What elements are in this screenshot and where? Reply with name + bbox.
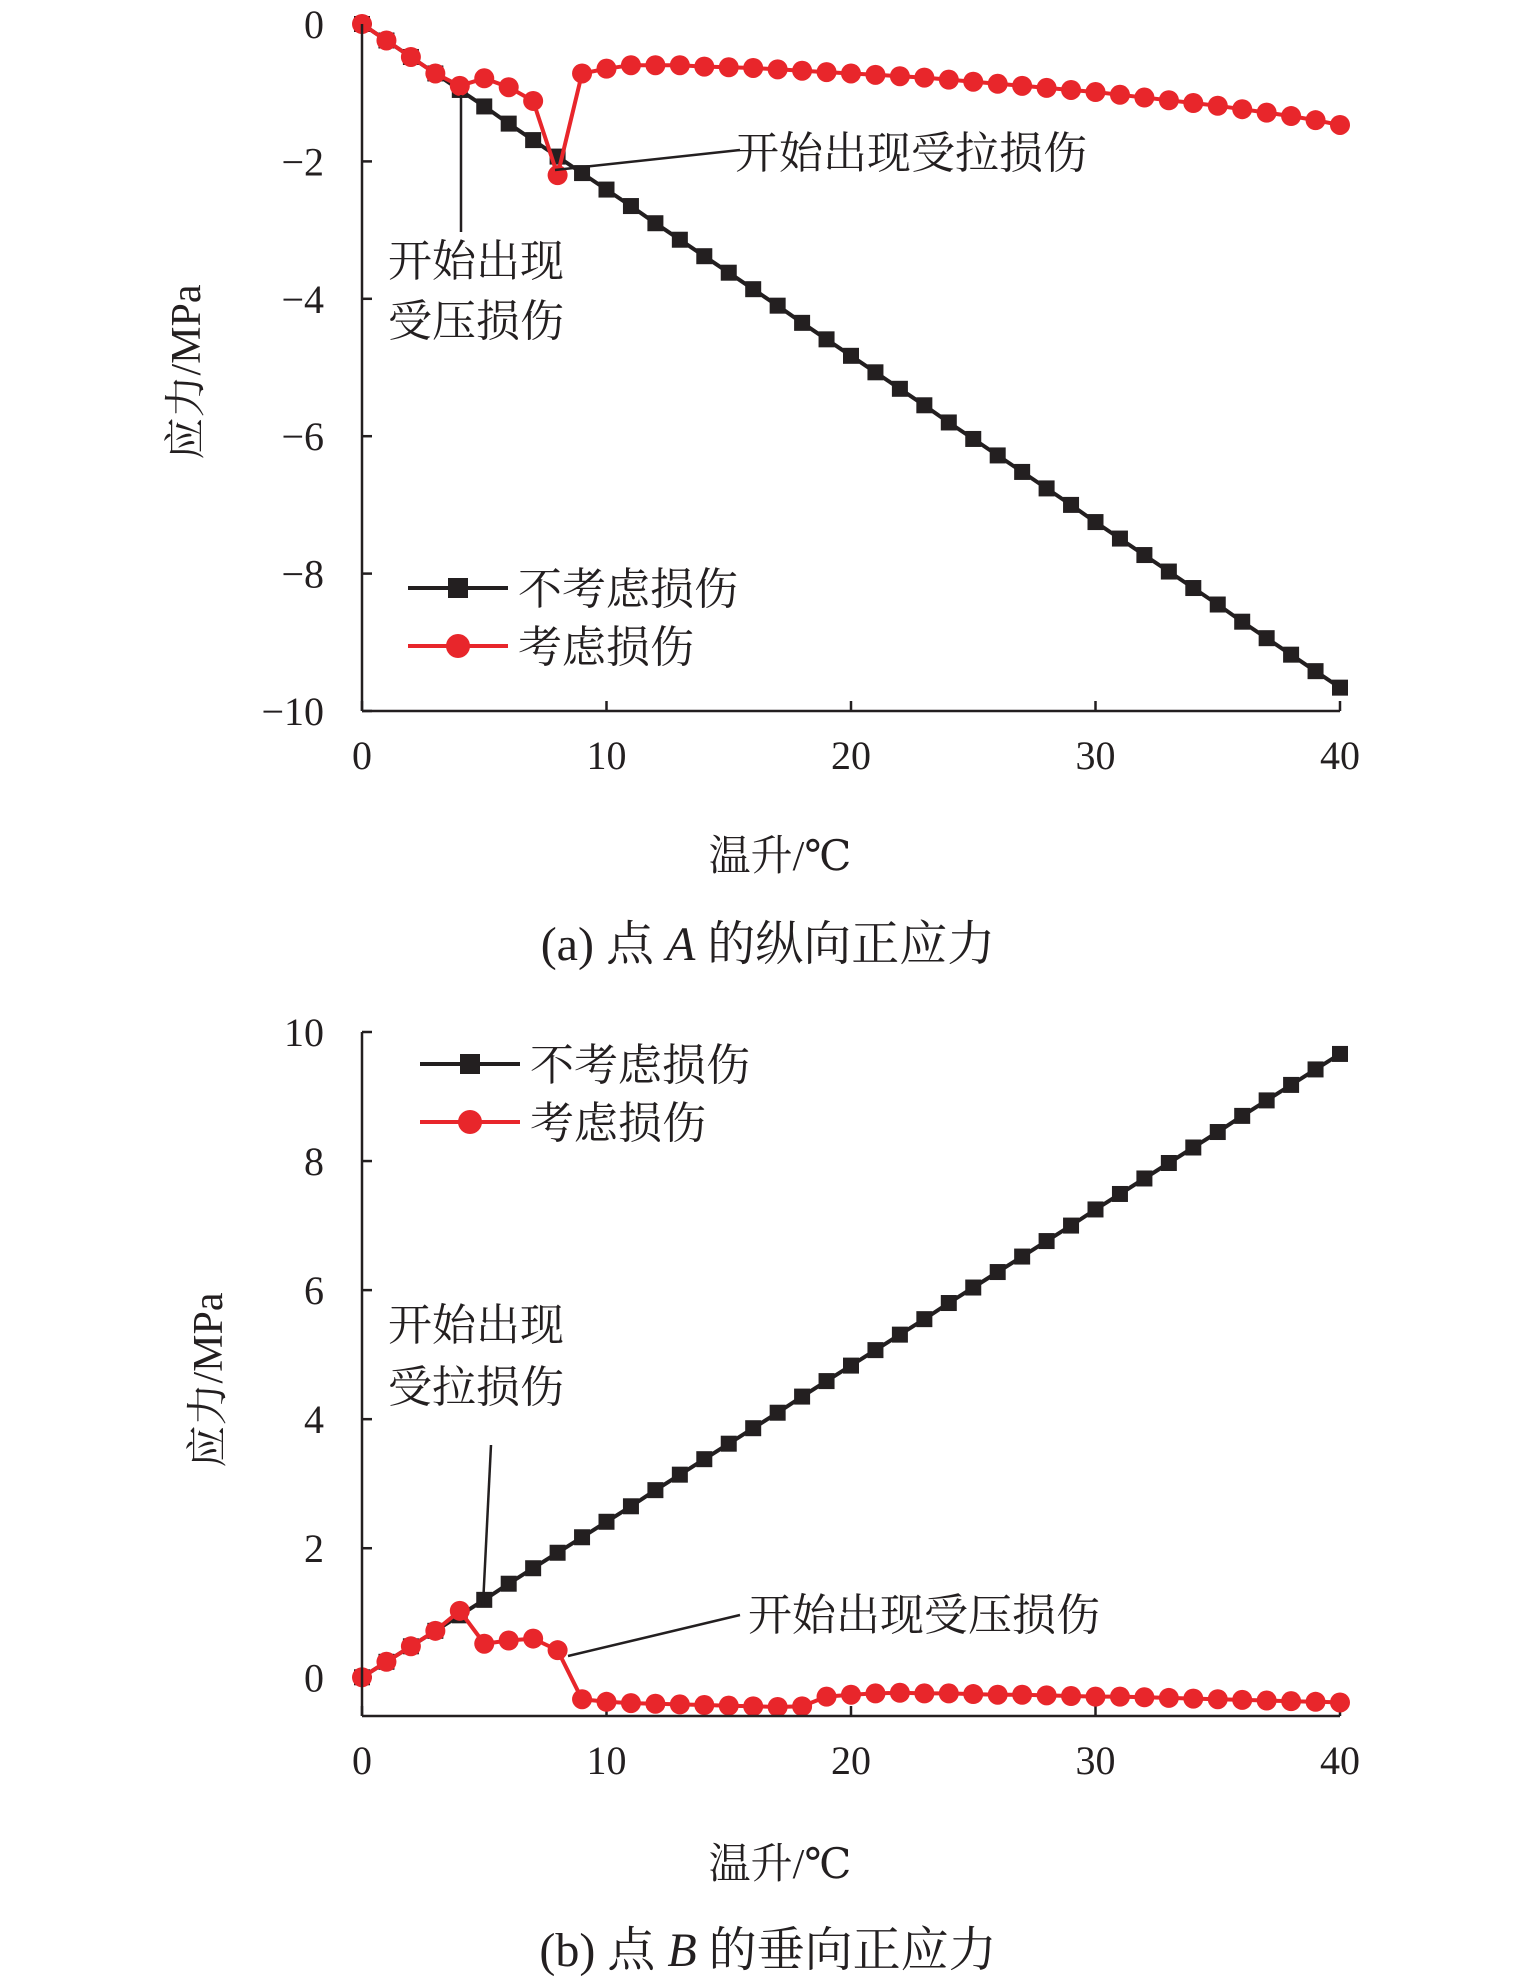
chart-b-series-1-point-9 bbox=[572, 1689, 592, 1709]
chart-b-ytick-label-3: 6 bbox=[304, 1268, 324, 1314]
chart-b-xtick-label-1: 10 bbox=[586, 1738, 627, 1783]
chart-b-series-0-point-13 bbox=[672, 1467, 688, 1483]
chart-a-series-1-point-3 bbox=[425, 63, 445, 83]
chart-b-series-1-point-6 bbox=[499, 1631, 519, 1651]
chart-b-series-0-point-9 bbox=[574, 1529, 590, 1545]
chart-b-series-1-point-7 bbox=[523, 1629, 543, 1649]
chart-a-series-1-point-36 bbox=[1232, 99, 1252, 119]
chart-a-series-0-point-22 bbox=[892, 381, 908, 397]
chart-a-series-1-point-34 bbox=[1183, 93, 1203, 113]
chart-b-series-0-point-20 bbox=[843, 1358, 859, 1374]
chart-b-series-1-point-24 bbox=[939, 1683, 959, 1703]
chart-a-series-1-point-24 bbox=[939, 70, 959, 90]
chart-a-series-1-point-18 bbox=[792, 61, 812, 81]
chart-a-series-0-point-33 bbox=[1161, 564, 1177, 580]
chart-a-series-0-point-37 bbox=[1259, 630, 1275, 646]
chart-a-series-1-point-5 bbox=[474, 68, 494, 88]
chart-b-series-1-point-11 bbox=[621, 1693, 641, 1713]
chart-b-series-1-point-35 bbox=[1208, 1689, 1228, 1709]
chart-b-series-0-point-40 bbox=[1332, 1046, 1348, 1062]
chart-a-xtick-label-1: 10 bbox=[586, 733, 627, 778]
chart-b-legend-marker-1 bbox=[458, 1110, 482, 1134]
chart-b-series-1-point-18 bbox=[792, 1696, 812, 1716]
chart-a-series-0-point-31 bbox=[1112, 531, 1128, 547]
chart-a-series-1-point-7 bbox=[523, 91, 543, 111]
chart-b-series-1-point-1 bbox=[376, 1652, 396, 1672]
chart-b-annotation-tension-line2: 受拉损伤 bbox=[388, 1363, 564, 1412]
chart-a-annotation-compression-line2: 受压损伤 bbox=[388, 297, 564, 346]
chart-a-series-1-point-15 bbox=[719, 57, 739, 77]
chart-a-xlabel: 温升/℃ bbox=[708, 834, 852, 880]
chart-a-series-0-point-39 bbox=[1308, 663, 1324, 679]
chart-b-series-1-point-12 bbox=[645, 1694, 665, 1714]
chart-a-series-1-point-32 bbox=[1134, 88, 1154, 108]
chart-a-caption bbox=[541, 918, 996, 971]
chart-b-legend-label-0: 不考虑损伤 bbox=[530, 1041, 750, 1090]
chart-b-caption-prefix: (b) 点 bbox=[539, 1924, 668, 1977]
chart-a-series-0-point-14 bbox=[696, 248, 712, 264]
chart-b-xlabel: 温升/℃ bbox=[708, 1842, 852, 1888]
chart-a-series-1-point-6 bbox=[499, 77, 519, 97]
chart-a-series-0-point-35 bbox=[1210, 597, 1226, 613]
chart-b-series-1-point-40 bbox=[1330, 1692, 1350, 1712]
chart-a-series-1-point-23 bbox=[914, 68, 934, 88]
chart-b-series-1-point-38 bbox=[1281, 1691, 1301, 1711]
chart-a-ytick-label-2: −4 bbox=[281, 276, 324, 322]
chart-a-series-1-point-4 bbox=[450, 76, 470, 96]
chart-b-series-1-point-22 bbox=[890, 1683, 910, 1703]
chart-b-series-0-point-38 bbox=[1283, 1077, 1299, 1093]
chart-a-series-1-point-29 bbox=[1061, 80, 1081, 100]
chart-a-series-0-point-34 bbox=[1185, 580, 1201, 596]
chart-a-series-1-point-25 bbox=[963, 72, 983, 92]
chart-b-series-0-point-39 bbox=[1308, 1061, 1324, 1077]
chart-a-series-0-point-21 bbox=[867, 364, 883, 380]
chart-b-caption-suffix: 的垂向正应力 bbox=[696, 1924, 997, 1977]
chart-panel-a bbox=[163, 2, 1360, 971]
chart-b-series-1-point-14 bbox=[694, 1695, 714, 1715]
chart-b-annotation-tension-line1: 开始出现 bbox=[388, 1301, 564, 1350]
chart-b-xtick-label-2: 20 bbox=[831, 1738, 871, 1783]
chart-b-ytick-label-1: 2 bbox=[304, 1526, 324, 1572]
chart-a-caption-prefix: (a) 点 bbox=[540, 918, 666, 971]
chart-b-series-0-point-34 bbox=[1185, 1140, 1201, 1156]
chart-a-legend-marker-1 bbox=[446, 634, 470, 658]
chart-b-series-1-point-30 bbox=[1086, 1687, 1106, 1707]
chart-a-series-1-point-40 bbox=[1330, 115, 1350, 135]
chart-b-series-0-point-16 bbox=[745, 1420, 761, 1436]
chart-b-series-0-point-25 bbox=[965, 1280, 981, 1296]
chart-a-caption-var: A bbox=[665, 918, 696, 971]
chart-panel-b bbox=[185, 1010, 1360, 1977]
chart-a-xtick-label-2: 20 bbox=[831, 733, 871, 778]
chart-a-series-0-point-13 bbox=[672, 232, 688, 248]
chart-a-series-0-point-23 bbox=[916, 397, 932, 413]
chart-a-series-1-point-22 bbox=[890, 66, 910, 86]
chart-b-annotation-compression: 开始出现受压损伤 bbox=[748, 1591, 1100, 1640]
chart-b-caption-var: B bbox=[667, 1924, 697, 1977]
chart-b-series-1-point-8 bbox=[548, 1640, 568, 1660]
chart-a-series-0-point-19 bbox=[819, 331, 835, 347]
chart-b-series-1-point-2 bbox=[401, 1636, 421, 1656]
chart-a-annotation-compression-line1: 开始出现 bbox=[388, 237, 564, 286]
chart-b-series-0-point-21 bbox=[867, 1342, 883, 1358]
chart-b-series-1-point-23 bbox=[914, 1683, 934, 1703]
chart-a-annotation-tension-leader bbox=[555, 150, 740, 170]
chart-a-series-0-point-17 bbox=[770, 298, 786, 314]
chart-a-series-0-point-11 bbox=[623, 198, 639, 214]
chart-a-series-1-point-39 bbox=[1306, 110, 1326, 130]
chart-b-series-0-point-8 bbox=[550, 1545, 566, 1561]
chart-a-series-0-point-5 bbox=[476, 98, 492, 114]
chart-a-legend-label-1: 考虑损伤 bbox=[518, 623, 694, 672]
chart-a-series-1-point-1 bbox=[376, 30, 396, 50]
chart-a-series-0-point-7 bbox=[525, 132, 541, 148]
chart-a-series-1-point-33 bbox=[1159, 90, 1179, 110]
chart-b-series-0-point-12 bbox=[647, 1482, 663, 1498]
chart-a-ytick-label-3: −6 bbox=[281, 414, 324, 460]
chart-b-series-1-point-36 bbox=[1232, 1690, 1252, 1710]
chart-b-legend-label-1: 考虑损伤 bbox=[530, 1099, 706, 1148]
chart-a-series-0-point-18 bbox=[794, 315, 810, 331]
chart-a-series-0-point-26 bbox=[990, 447, 1006, 463]
chart-a-ytick-label-5: −10 bbox=[261, 689, 324, 734]
chart-a-series-0-point-6 bbox=[501, 116, 517, 132]
chart-b-caption bbox=[539, 1924, 996, 1977]
chart-b-series-0-point-36 bbox=[1234, 1108, 1250, 1124]
chart-b-series-1-point-16 bbox=[743, 1696, 763, 1716]
chart-b-series-1-point-20 bbox=[841, 1685, 861, 1705]
chart-a-series-1-point-19 bbox=[817, 62, 837, 82]
chart-b-series-0-point-29 bbox=[1063, 1218, 1079, 1234]
chart-a-xtick-label-0: 0 bbox=[352, 733, 372, 778]
chart-a-series-1-point-21 bbox=[865, 65, 885, 85]
chart-b-legend bbox=[420, 1041, 750, 1148]
chart-a-series-0-point-20 bbox=[843, 348, 859, 364]
chart-b-ytick-label-2: 4 bbox=[304, 1397, 324, 1443]
chart-a-series-0-point-25 bbox=[965, 431, 981, 447]
chart-b-series-0-point-30 bbox=[1088, 1201, 1104, 1217]
chart-a-series-1-point-38 bbox=[1281, 106, 1301, 126]
chart-b-series-1-point-29 bbox=[1061, 1686, 1081, 1706]
chart-a-series-1-point-30 bbox=[1086, 82, 1106, 102]
chart-a-xtick-label-4: 40 bbox=[1320, 733, 1360, 778]
chart-a-annotation-tension: 开始出现受拉损伤 bbox=[735, 129, 1087, 178]
chart-a-series-0-point-24 bbox=[941, 414, 957, 430]
chart-b-series-0-point-31 bbox=[1112, 1186, 1128, 1202]
chart-b-series-0-point-19 bbox=[819, 1373, 835, 1389]
chart-b-series-0-point-11 bbox=[623, 1498, 639, 1514]
chart-b-series-0-point-37 bbox=[1259, 1092, 1275, 1108]
chart-b-annotation-tension-leader bbox=[483, 1445, 491, 1605]
chart-a-series-0-point-36 bbox=[1234, 614, 1250, 630]
chart-b-series-1-point-37 bbox=[1257, 1691, 1277, 1711]
chart-b-series-1-point-21 bbox=[865, 1683, 885, 1703]
chart-b-xtick-label-0: 0 bbox=[352, 1738, 372, 1783]
chart-a-series-1-point-26 bbox=[988, 74, 1008, 94]
chart-b-series-1-point-17 bbox=[768, 1697, 788, 1717]
chart-a-series-1-point-14 bbox=[694, 57, 714, 77]
chart-b-series-0-point-24 bbox=[941, 1295, 957, 1311]
chart-a-series-1-point-17 bbox=[768, 59, 788, 79]
chart-b-series-1-point-4 bbox=[450, 1601, 470, 1621]
chart-a-series-0-point-40 bbox=[1332, 680, 1348, 696]
chart-a-series-1-point-27 bbox=[1012, 76, 1032, 96]
chart-a-legend bbox=[408, 565, 738, 672]
chart-b-series-1-point-3 bbox=[425, 1621, 445, 1641]
chart-b-series-1-point-31 bbox=[1110, 1687, 1130, 1707]
chart-b-series-1-point-10 bbox=[597, 1692, 617, 1712]
chart-a-ytick-label-4: −8 bbox=[281, 551, 324, 597]
chart-a-series-0-point-28 bbox=[1039, 480, 1055, 496]
chart-a-series-1-point-35 bbox=[1208, 96, 1228, 116]
chart-b-series-0-point-32 bbox=[1136, 1170, 1152, 1186]
chart-a-series-1-point-16 bbox=[743, 58, 763, 78]
chart-b-ytick-label-0: 0 bbox=[304, 1655, 324, 1701]
chart-b-ylabel: 应力/MPa bbox=[186, 1292, 232, 1468]
chart-b-series-0-point-18 bbox=[794, 1389, 810, 1405]
chart-b-series-1-point-34 bbox=[1183, 1689, 1203, 1709]
chart-b-series-0-point-22 bbox=[892, 1327, 908, 1343]
chart-a-xtick-label-3: 30 bbox=[1075, 733, 1116, 778]
chart-a-series-0-point-32 bbox=[1136, 547, 1152, 563]
chart-a-series-1-point-31 bbox=[1110, 85, 1130, 105]
chart-b-series-1-point-28 bbox=[1037, 1685, 1057, 1705]
chart-a-series-0-point-15 bbox=[721, 265, 737, 281]
chart-a-series-0-point-10 bbox=[599, 182, 615, 198]
chart-a-series-0-point-30 bbox=[1088, 514, 1104, 530]
chart-b-series-0-point-6 bbox=[501, 1576, 517, 1592]
chart-a-series-1-point-2 bbox=[401, 47, 421, 67]
chart-a-series-0-point-27 bbox=[1014, 464, 1030, 480]
chart-b-series-0-point-33 bbox=[1161, 1155, 1177, 1171]
chart-b-series-0-point-27 bbox=[1014, 1249, 1030, 1265]
chart-b-series-0-point-7 bbox=[525, 1560, 541, 1576]
chart-a-ytick-label-1: −2 bbox=[281, 139, 324, 185]
chart-b-xtick-label-3: 30 bbox=[1075, 1738, 1116, 1783]
chart-a-series-1-point-10 bbox=[597, 59, 617, 79]
chart-a-series-1-point-12 bbox=[645, 55, 665, 75]
chart-b-series-1-point-32 bbox=[1134, 1687, 1154, 1707]
chart-a-series-0-point-29 bbox=[1063, 497, 1079, 513]
chart-b-series-1-point-19 bbox=[817, 1687, 837, 1707]
chart-b-series-1-point-5 bbox=[474, 1634, 494, 1654]
chart-b-series-1-point-25 bbox=[963, 1684, 983, 1704]
chart-b-xtick-label-4: 40 bbox=[1320, 1738, 1360, 1783]
chart-b-series-1-point-27 bbox=[1012, 1685, 1032, 1705]
chart-b-series-1-point-26 bbox=[988, 1685, 1008, 1705]
chart-b-series-0-point-23 bbox=[916, 1311, 932, 1327]
chart-b-series-0-point-15 bbox=[721, 1436, 737, 1452]
chart-b-legend-marker-0 bbox=[460, 1054, 480, 1074]
chart-a-series bbox=[352, 14, 1350, 696]
chart-b-series-0-point-14 bbox=[696, 1451, 712, 1467]
chart-b-series-1-point-13 bbox=[670, 1694, 690, 1714]
chart-b-series-1-point-15 bbox=[719, 1696, 739, 1716]
chart-b-series-0-point-10 bbox=[599, 1514, 615, 1530]
chart-b-series-1-point-39 bbox=[1306, 1692, 1326, 1712]
chart-a-series-0-point-16 bbox=[745, 281, 761, 297]
chart-a-series-1-point-37 bbox=[1257, 103, 1277, 123]
chart-b-series-0-point-28 bbox=[1039, 1233, 1055, 1249]
chart-a-series-1-point-13 bbox=[670, 55, 690, 75]
chart-b-series-1-point-33 bbox=[1159, 1688, 1179, 1708]
chart-a-ticks bbox=[261, 2, 1360, 778]
chart-a-series-1-point-11 bbox=[621, 55, 641, 75]
chart-a-series-1-point-28 bbox=[1037, 78, 1057, 98]
chart-b-series-0-point-17 bbox=[770, 1405, 786, 1421]
chart-b-series-0-point-26 bbox=[990, 1264, 1006, 1280]
chart-a-legend-marker-0 bbox=[448, 578, 468, 598]
chart-b-ytick-label-5: 10 bbox=[284, 1010, 324, 1055]
chart-a-series-1-point-20 bbox=[841, 63, 861, 83]
chart-b-annotation-compression-leader bbox=[568, 1615, 740, 1656]
chart-a-series-1-point-9 bbox=[572, 63, 592, 83]
chart-a-legend-label-0: 不考虑损伤 bbox=[518, 565, 738, 614]
chart-b-series-0-point-35 bbox=[1210, 1124, 1226, 1140]
chart-b-ytick-label-4: 8 bbox=[304, 1139, 324, 1185]
chart-a-series-0-point-12 bbox=[647, 215, 663, 231]
chart-a-ytick-label-0: 0 bbox=[304, 2, 324, 47]
chart-a-caption-suffix: 的纵向正应力 bbox=[695, 918, 996, 971]
chart-a-series-0-point-38 bbox=[1283, 647, 1299, 663]
chart-a-ylabel: 应力/MPa bbox=[164, 284, 210, 460]
